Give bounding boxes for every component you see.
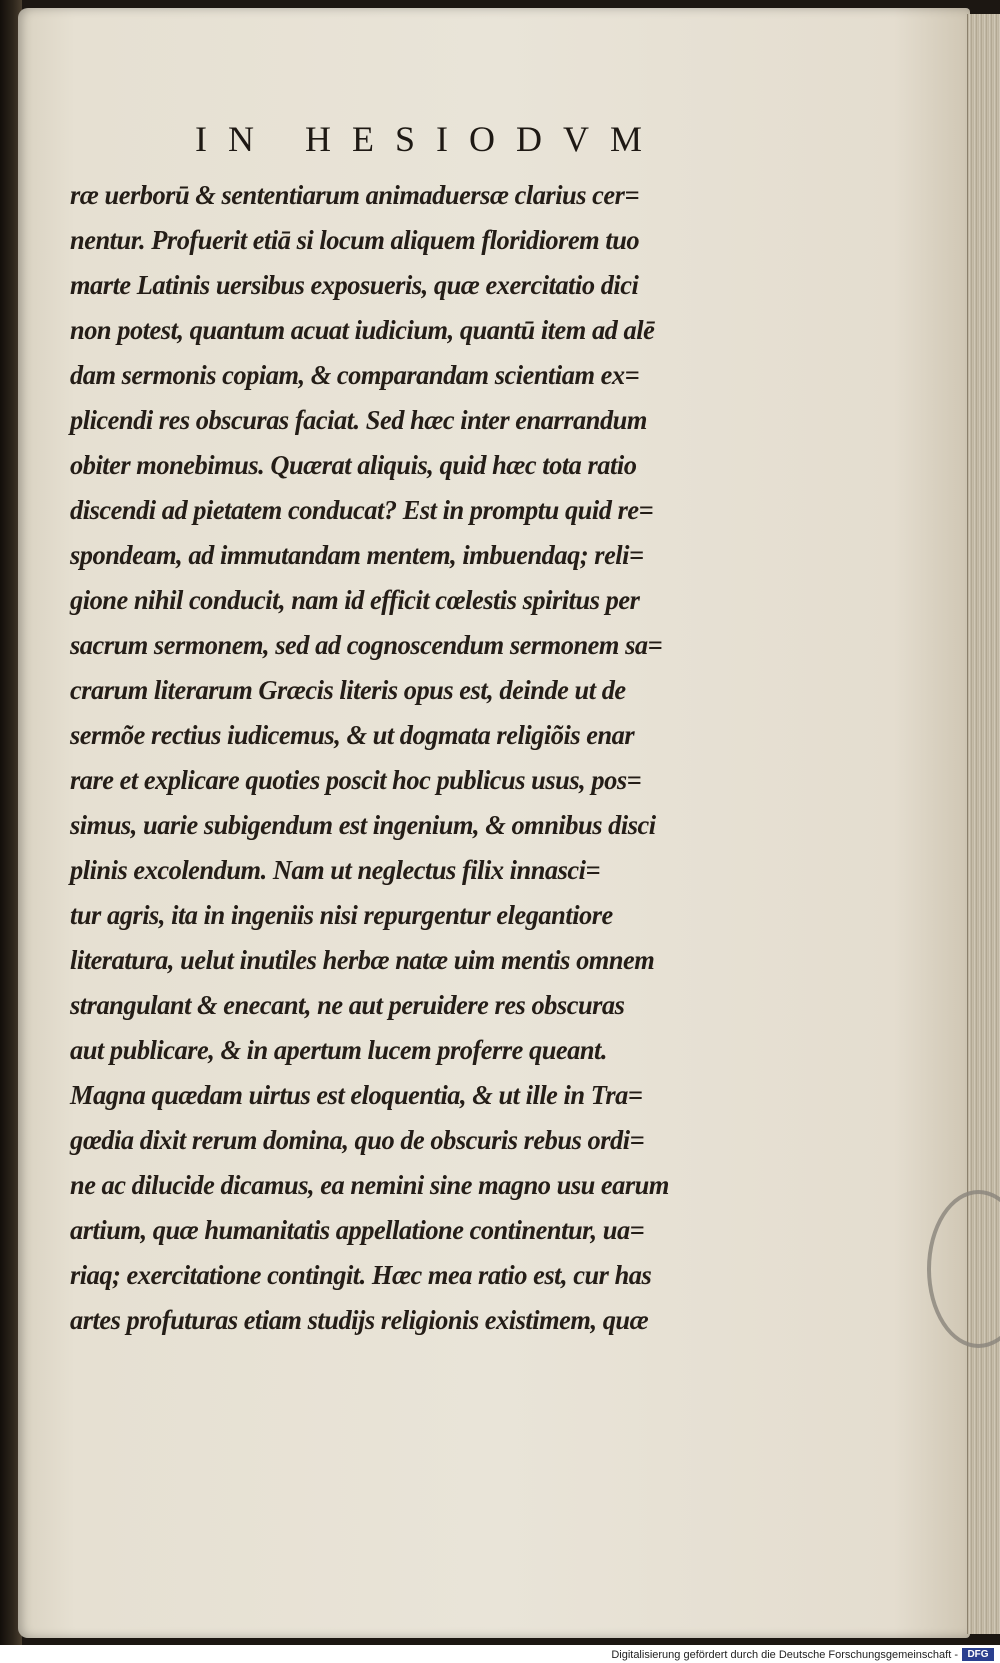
text-line: artium, quæ humanitatis appellatione continentur, ua= (70, 1214, 645, 1245)
body-text (70, 172, 805, 1342)
funding-credit: Digitalisierung gefördert durch die Deutsche Forschungsgemeinschaft - (611, 1649, 958, 1661)
running-head: IN HESIODVM (195, 119, 663, 159)
text-line: aut publicare, & in apertum lucem proferre queant. (70, 1034, 608, 1065)
text-line: crarum literarum Græcis literis opus est, deinde ut de (70, 674, 626, 705)
text-line: obiter monebimus. Quærat aliquis, quid hæc tota ratio (70, 449, 637, 480)
text-line: non potest, quantum acuat iudicium, quantū item ad alē (70, 314, 655, 345)
footer-bar (0, 1645, 1000, 1663)
text-line: sacrum sermonem, sed ad cognoscendum sermonem sa= (70, 629, 663, 660)
text-line: tur agris, ita in ingeniis nisi repurgentur elegantiore (70, 899, 613, 930)
text-line: Magna quædam uirtus est eloquentia, & ut ille in Tra= (70, 1079, 643, 1110)
text-line: literatura, uelut inutiles herbæ natæ uim mentis omnem (70, 944, 655, 975)
text-line: dam sermonis copiam, & comparandam scientiam ex= (70, 359, 640, 390)
text-line: gœdia dixit rerum domina, quo de obscuris rebus ordi= (70, 1124, 645, 1155)
text-line: riaq; exercitatione contingit. Hæc mea ratio est, cur has (70, 1259, 652, 1290)
text-line: gione nihil conducit, nam id efficit cœlestis spiritus per (70, 584, 640, 615)
page-edges (967, 14, 1000, 1634)
text-line: plicendi res obscuras faciat. Sed hæc inter enarrandum (70, 404, 647, 435)
text-line: artes profuturas etiam studijs religionis existimem, quæ (70, 1304, 649, 1335)
text-line: rare et explicare quoties poscit hoc publicus usus, pos= (70, 764, 642, 795)
text-line: marte Latinis uersibus exposueris, quæ exercitatio dici (70, 269, 639, 300)
text-line: simus, uarie subigendum est ingenium, & omnibus disci (70, 809, 656, 840)
text-line: nentur. Profuerit etiā si locum aliquem floridiorem tuo (70, 224, 640, 255)
text-line: spondeam, ad immutandam mentem, imbuendaq; reli= (70, 539, 644, 570)
text-line: sermõe rectius iudicemus, & ut dogmata religiõis enar (70, 719, 635, 750)
dfg-logo: DFG (962, 1648, 994, 1661)
text-line: ne ac dilucide dicamus, ea nemini sine magno usu earum (70, 1169, 669, 1200)
text-line: discendi ad pietatem conducat? Est in promptu quid re= (70, 494, 654, 525)
text-line: ræ uerborū & sententiarum animaduersæ clarius cer= (70, 179, 640, 210)
text-line: plinis excolendum. Nam ut neglectus filix innasci= (70, 854, 601, 885)
text-line: strangulant & enecant, ne aut peruidere res obscuras (70, 989, 625, 1020)
